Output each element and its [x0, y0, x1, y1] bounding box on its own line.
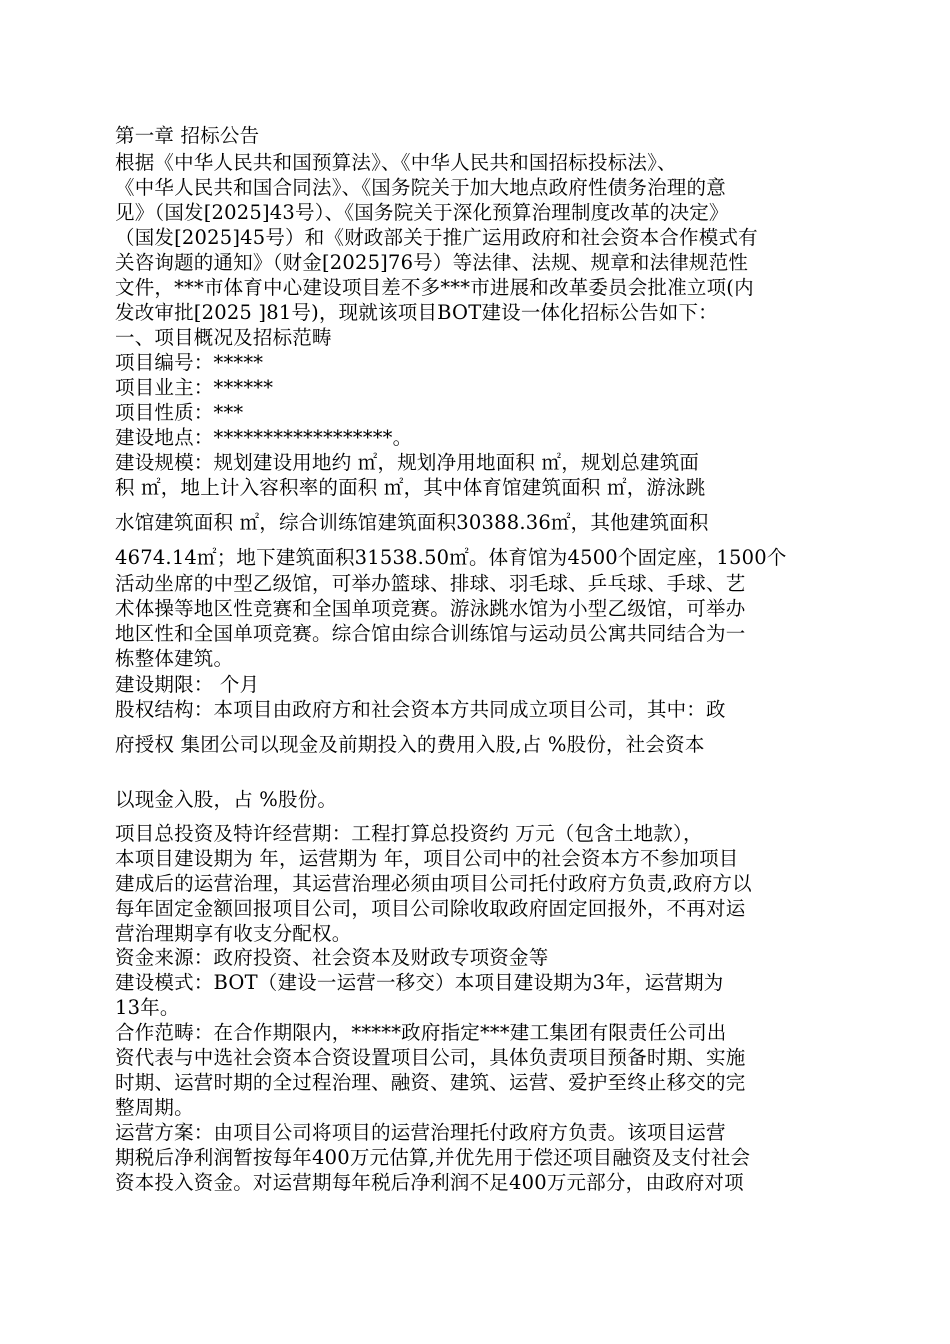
text-line: 营治理期享有收支分配权。 — [115, 922, 352, 945]
text-line: 时期、运营时期的全过程治理、融资、建筑、运营、爱护至终止移交的完 — [115, 1071, 746, 1094]
text-line: 4674.14㎡；地下建筑面积31538.50㎡。体育馆为4500个固定座，1500个 — [115, 546, 787, 569]
text-line: 建设地点：******************。 — [115, 426, 413, 449]
text-line: 栋整体建筑。 — [115, 647, 234, 670]
text-line: 13年。 — [115, 996, 180, 1019]
text-line: 术体操等地区性竞赛和全国单项竞赛。游泳跳水馆为小型乙级馆，可举办 — [115, 597, 746, 620]
text-line: 以现金入股，占 %股份。 — [115, 788, 338, 811]
text-line: 发改审批[2025 ]81号)，现就该项目BOT建设一体化招标公告如下： — [115, 301, 718, 324]
text-line: 府授权 集团公司以现金及前期投入的费用入股,占 %股份，社会资本 — [115, 733, 705, 756]
text-line: 建设期限： 个月 — [115, 673, 260, 696]
text-line: 建设规模：规划建设用地约 ㎡，规划净用地面积 ㎡，规划总建筑面 — [115, 451, 700, 474]
text-line: 项目性质：*** — [115, 401, 244, 424]
text-line: 资金来源：政府投资、社会资本及财政专项资金等 — [115, 946, 549, 969]
text-line: 期税后净利润暂按每年400万元估算,并优先用于偿还项目融资及支付社会 — [115, 1146, 751, 1169]
text-line: 关咨询题的通知》（财金[2025]76号）等法律、法规、规章和法律规范性 — [115, 251, 749, 274]
text-line: 每年固定金额回报项目公司，项目公司除收取政府固定回报外，不再对运 — [115, 897, 746, 920]
text-line: 建成后的运营治理，其运营治理必须由项目公司托付政府方负责,政府方以 — [115, 872, 752, 895]
text-line: 《中华人民共和国合同法》、《国务院关于加大地点政府性债务治理的意 — [115, 176, 726, 199]
text-line: 本项目建设期为 年，运营期为 年，项目公司中的社会资本方不参加项目 — [115, 847, 739, 870]
text-line: 资代表与中选社会资本合资设置项目公司，具体负责项目预备时期、实施 — [115, 1046, 746, 1069]
text-line: （国发[2025]45号）和《财政部关于推广运用政府和社会资本合作模式有 — [115, 226, 758, 249]
text-line: 水馆建筑面积 ㎡，综合训练馆建筑面积30388.36㎡，其他建筑面积 — [115, 511, 709, 534]
text-line: 第一章 招标公告 — [115, 124, 260, 147]
text-line: 建设模式：BOT（建设一运营一移交）本项目建设期为3年，运营期为 — [115, 971, 724, 994]
text-line: 活动坐席的中型乙级馆，可举办篮球、排球、羽毛球、乒乓球、手球、艺 — [115, 572, 746, 595]
text-line: 合作范畴：在合作期限内，*****政府指定***建工集团有限责任公司出 — [115, 1021, 727, 1044]
text-line: 根据《中华人民共和国预算法》、《中华人民共和国招标投标法》、 — [115, 151, 677, 174]
text-line: 文件，***市体育中心建设项目差不多***市进展和改革委员会批准立项(内 — [115, 276, 754, 299]
text-line: 项目总投资及特许经营期：工程打算总投资约 万元（包含土地款）， — [115, 822, 703, 845]
text-line: 积 ㎡，地上计入容积率的面积 ㎡，其中体育馆建筑面积 ㎡，游泳跳 — [115, 476, 706, 499]
text-line: 一、项目概况及招标范畴 — [115, 326, 332, 349]
text-line: 项目业主：****** — [115, 376, 274, 399]
text-line: 地区性和全国单项竞赛。综合馆由综合训练馆与运动员公寓共同结合为一 — [115, 622, 746, 645]
text-line: 运营方案：由项目公司将项目的运营治理托付政府方负责。该项目运营 — [115, 1121, 726, 1144]
text-line: 股权结构：本项目由政府方和社会资本方共同成立项目公司，其中：政 — [115, 698, 726, 721]
text-line: 见》（国发[2025]43号）、《国务院关于深化预算治理制度改革的决定》 — [115, 201, 729, 224]
text-line: 项目编号：***** — [115, 351, 264, 374]
text-line: 资本投入资金。对运营期每年税后净利润不足400万元部分，由政府对项 — [115, 1171, 744, 1194]
text-line: 整周期。 — [115, 1096, 194, 1119]
